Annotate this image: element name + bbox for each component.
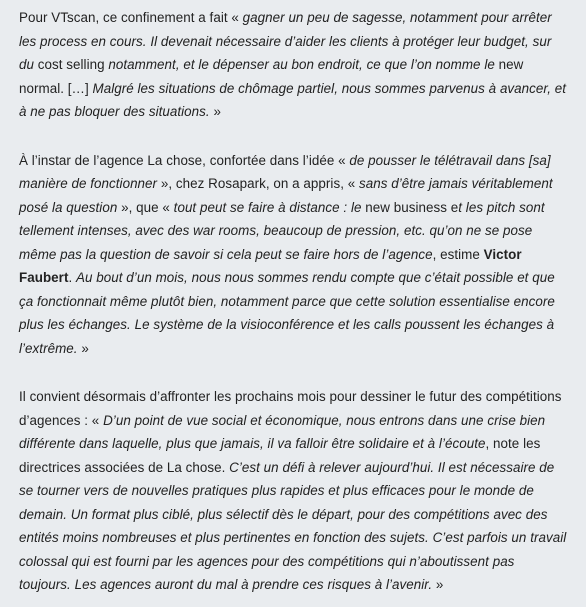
text-span: À l’instar de l’agence La chose, confortée dans l’idée « — [19, 152, 350, 168]
text-span: , estime — [432, 246, 484, 262]
text-span: , note les directrices associées de La chose. — [19, 436, 541, 475]
quote-span: t les — [458, 199, 487, 215]
paragraph-rosapark — [19, 149, 568, 361]
quote-span: sans d’être jamais véritablement posé la question — [19, 176, 553, 215]
text-span: » — [77, 340, 89, 356]
quote-span: D’un point de vue social et économique, nous entrons dans une crise bien différente dans laquelle, plus que jamais, il va falloir être solidaire et à l’écoute — [19, 412, 546, 451]
text-span: Pour VTscan, ce confinement a fait « — [19, 10, 243, 25]
quote-span: notamment, et le dépenser au bon endroit, ce que l’on nomme le — [108, 57, 499, 72]
paragraph-competitions — [19, 385, 568, 597]
quote-span: Malgré les situations de chômage partiel, nous sommes parvenus à avancer, et à ne pas bloquer des situations. — [19, 80, 566, 119]
quote-span: C’est un défi à relever aujourd’hui. Il est nécessaire de se tourner vers de nouvelles pratiques plus rapides et plus efficaces pour le monde de demain. Un format plus ciblé, plus sélectif dès le départ, pour des compétitions avec des entités moins nombreuses et plus pertinentes en fonction des sujets. C’est parfois un travail colossal qui est fourni par les agences pour des compétitions qui n’aboutissent pas toujours. Les agences auront du mal à prendre ces risques à l’avenir. — [19, 459, 567, 592]
text-span: new business e — [365, 199, 459, 215]
quote-span: de pousser le télétravail dans [sa] manière de fonctionner — [19, 152, 551, 191]
quote-span: tout peut se faire à distance : le — [173, 199, 366, 215]
quote-span: Au bout d’un mois, nous nous sommes rendu compte que c’était possible et que ça fonctionnait même plutôt bien, notamment parce que cette solution essentialise encore plus les échanges. Le système de la visioconférence et les calls poussent les échanges à l’extrême. — [19, 270, 555, 356]
text-span: » — [432, 577, 444, 592]
text-span: », que « — [117, 199, 174, 215]
text-span: new normal. […] — [19, 57, 524, 96]
text-span: cost selling — [37, 57, 109, 72]
text-span: » — [209, 104, 221, 119]
text-span: », chez Rosapark, on a appris, « — [157, 176, 360, 191]
text-span: . — [68, 270, 77, 285]
person-name: Victor Faubert — [19, 246, 522, 285]
quote-span: gagner un peu de sagesse, notamment pour arrêter les process en cours. Il devenait nécessaire d’aider les clients à protéger leur budget, sur du — [19, 10, 552, 72]
paragraph-vtscan — [19, 6, 568, 124]
text-span: Il convient désormais d’affronter les prochains mois pour dessiner le futur des compétitions d’agences : « — [19, 389, 562, 428]
quote-span: pitch sont tellement intenses, avec des war rooms, beaucoup de pression, etc. qu’on ne se pose même pas la question de savoir si cela peut se faire hors de l’agence — [19, 199, 545, 262]
